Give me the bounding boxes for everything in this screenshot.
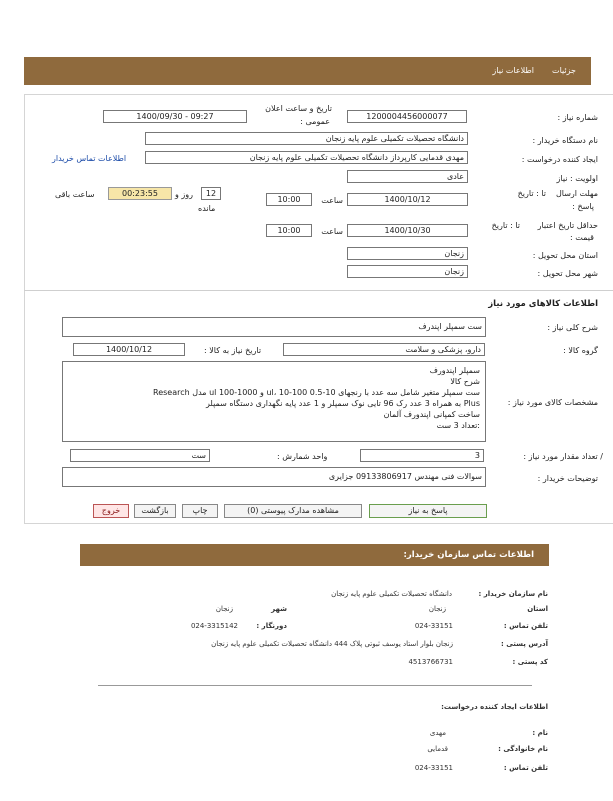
header-bar: [24, 57, 591, 85]
announce-date-field: 1400/09/30 - 09:27: [103, 110, 247, 123]
contact-address-value: زنجان بلوار استاد یوسف ثبوتی پلاک 444 دانشگاه تحصیلات تکمیلی علوم پایه زنجان: [211, 640, 453, 648]
need-number-label: شماره نیاز :: [557, 113, 598, 122]
remaining-hours-label: ساعت باقی: [55, 190, 95, 199]
contact-fax-label: دورنگار :: [256, 622, 287, 630]
buyer-org-field: دانشگاه تحصیلات تکمیلی علوم پایه زنجان: [145, 132, 468, 145]
deadline-label-2: پاسخ :: [572, 202, 594, 211]
creator-name-label: نام :: [532, 729, 548, 737]
deadline-to-date-label: تا : تاریخ: [517, 189, 546, 198]
creator-info-title: اطلاعات ایجاد کننده درخواست:: [441, 703, 548, 711]
province-field: زنجان: [347, 247, 468, 260]
specs-label: مشخصات کالای مورد نیاز :: [507, 398, 598, 407]
goods-group-field: دارو، پزشکی و سلامت: [283, 343, 485, 356]
divider: [24, 290, 613, 291]
quantity-label: / تعداد مقدار مورد نیاز :: [523, 452, 603, 461]
creator-label: ایجاد کننده درخواست :: [521, 155, 598, 164]
contact-section-header: اطلاعات تماس سازمان خریدار:: [80, 544, 549, 566]
announce-date-label-2: عمومی :: [300, 117, 330, 126]
deadline-time-field: 10:00: [266, 193, 312, 206]
contact-postal-value: 4513766731: [408, 658, 453, 666]
creator-phone-value: 024-33151: [414, 764, 453, 772]
priority-field: عادی: [347, 170, 468, 183]
back-button[interactable]: بازگشت: [134, 504, 176, 518]
unit-label: واحد شمارش :: [277, 452, 328, 461]
contact-city-label: شهر: [271, 605, 287, 613]
creator-name-value: مهدی: [429, 729, 446, 737]
buyer-notes-field: سوالات فنی مهندس 09133806917 جزایری: [62, 467, 486, 487]
validity-time-label: ساعت: [321, 227, 343, 236]
priority-label: اولویت : نیاز: [556, 174, 598, 183]
days-label: روز و: [175, 190, 193, 199]
tab-details[interactable]: جزئیات: [552, 66, 576, 75]
specs-textbox: [62, 361, 486, 442]
tab-need-info[interactable]: اطلاعات نیاز: [492, 66, 534, 75]
contact-postal-label: کد پستی :: [512, 658, 548, 666]
specs-line: سمپلر اپندورف: [429, 366, 480, 375]
countdown-timer: 00:23:55: [108, 187, 172, 200]
summary-field: ست سمپلر اپندرف: [62, 317, 486, 337]
remaining-days-field: 12: [201, 187, 221, 200]
exit-button[interactable]: خروج: [93, 504, 129, 518]
contact-province-value: زنجان: [428, 605, 446, 613]
creator-family-label: نام خانوادگی :: [498, 745, 548, 753]
validity-label: حداقل تاریخ اعتبار: [537, 221, 598, 230]
remaining-label: مانده: [198, 204, 216, 213]
buyer-org-label: نام دستگاه خریدار :: [532, 136, 598, 145]
specs-line: ساخت کمپانی اپندورف آلمان: [383, 410, 480, 419]
summary-label: شرح کلی نیاز :: [547, 323, 598, 332]
contact-divider: [98, 685, 532, 686]
city-label: شهر محل تحویل :: [537, 269, 598, 278]
need-date-label: تاریخ نیاز به کالا :: [204, 346, 262, 355]
contact-province-label: استان: [527, 605, 548, 613]
contact-phone-value: 024-33151: [414, 622, 453, 630]
specs-line: ست سمپلر متغیر شامل سه عدد با رنجهای 10-0.5 100-10 ،ul و 1000-100 ul مدل Research: [153, 388, 480, 397]
contact-phone-label: تلفن تماس :: [503, 622, 548, 630]
contact-org-label: نام سازمان خریدار :: [478, 590, 548, 598]
specs-line: شرح کالا: [450, 377, 480, 386]
contact-address-label: آدرس پستی :: [500, 640, 548, 648]
validity-to-date-label: تا : تاریخ: [491, 221, 520, 230]
contact-org-value: دانشگاه تحصیلات تکمیلی علوم پایه زنجان: [331, 590, 452, 598]
creator-family-value: قدمایی: [427, 745, 448, 753]
validity-time-field: 10:00: [266, 224, 312, 237]
creator-phone-label: تلفن تماس :: [503, 764, 548, 772]
creator-field: مهدی قدمایی کارپرداز دانشگاه تحصیلات تکمیلی علوم پایه زنجان: [145, 151, 468, 164]
attachments-button[interactable]: مشاهده مدارک پیوستی (0): [224, 504, 362, 518]
announce-date-label: تاریخ و ساعت اعلان: [265, 104, 332, 113]
validity-date-field: 1400/10/30: [347, 224, 468, 237]
validity-label-2: قیمت :: [570, 233, 594, 242]
specs-line: Plus به همراه 3 عدد رک 96 تایی نوک سمپلر و 1 عدد پایه نگهداری دستگاه سمپلر: [206, 399, 480, 408]
deadline-time-label: ساعت: [321, 196, 343, 205]
buyer-contact-link[interactable]: اطلاعات تماس خریدار: [52, 154, 127, 163]
need-number-field: 1200004456000077: [347, 110, 467, 123]
contact-city-value: زنجان: [215, 605, 233, 613]
quantity-field: 3: [360, 449, 484, 462]
city-field: زنجان: [347, 265, 468, 278]
deadline-date-field: 1400/10/12: [347, 193, 468, 206]
specs-line: :تعداد 3 ست: [436, 421, 480, 430]
province-label: استان محل تحویل :: [532, 251, 598, 260]
contact-fax-value: 024-3315142: [190, 622, 238, 630]
respond-button[interactable]: پاسخ به نیاز: [369, 504, 487, 518]
goods-section-title: اطلاعات کالاهای مورد نیاز: [488, 299, 598, 309]
goods-group-label: گروه کالا :: [563, 346, 598, 355]
deadline-label: مهلت ارسال: [555, 189, 598, 198]
unit-field: ست: [70, 449, 210, 462]
buyer-notes-label: توضیحات خریدار :: [537, 474, 598, 483]
print-button[interactable]: چاپ: [182, 504, 218, 518]
need-date-field: 1400/10/12: [73, 343, 185, 356]
